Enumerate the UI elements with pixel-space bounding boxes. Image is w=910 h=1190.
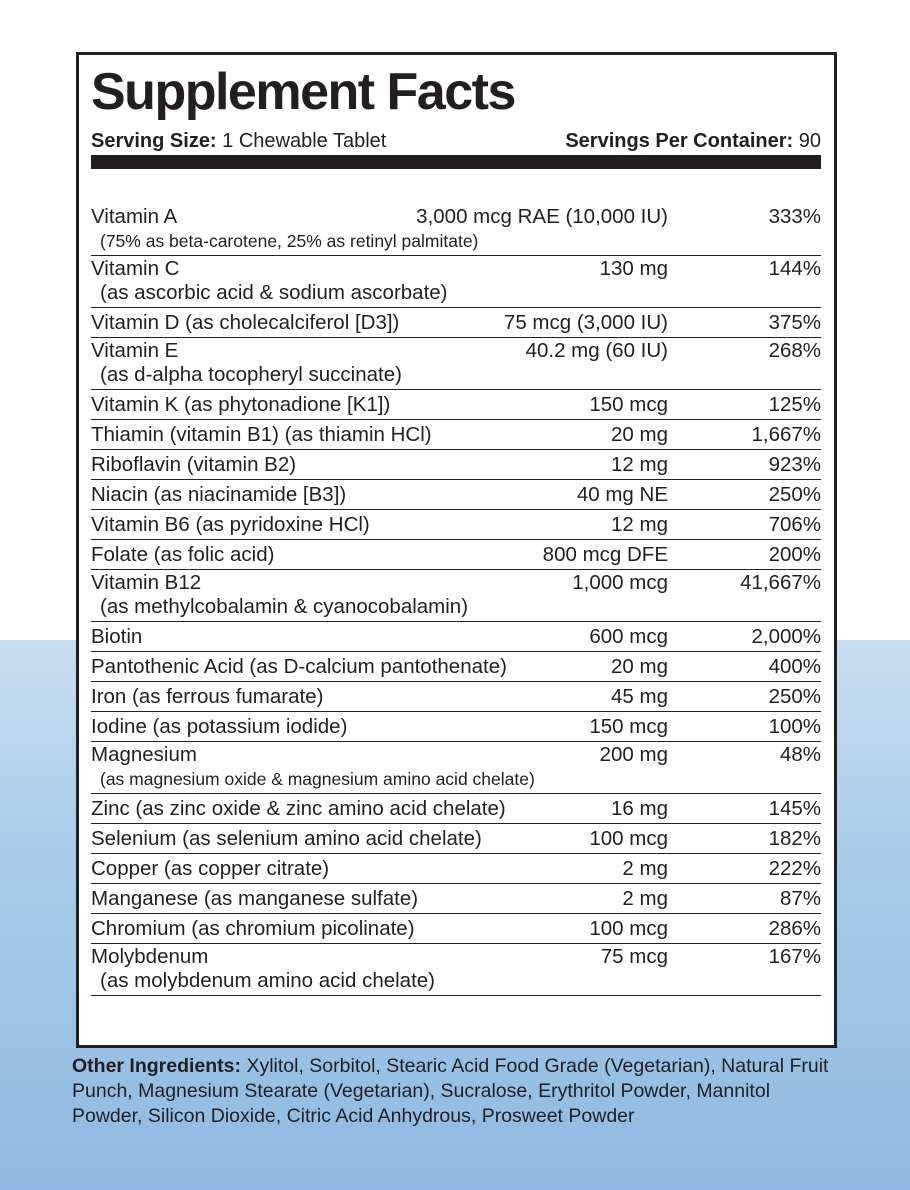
nutrient-amount: 2 mg (622, 857, 668, 880)
nutrient-row-main (91, 338, 821, 364)
nutrient-name: Magnesium (91, 743, 197, 766)
nutrient-row-main (91, 450, 821, 479)
nutrient-row-main (91, 480, 821, 509)
nutrient-daily-value: 400% (768, 655, 821, 678)
nutrient-table (91, 204, 821, 996)
nutrient-amount: 150 mcg (589, 393, 668, 416)
nutrient-amount: 130 mg (599, 257, 668, 280)
nutrient-row-main (91, 794, 821, 823)
nutrient-name: Chromium (as chromium picolinate) (91, 917, 415, 940)
servings-value: 90 (798, 130, 821, 152)
other-ingredients (72, 1054, 842, 1129)
nutrient-name: Vitamin K (as phytonadione [K1]) (91, 393, 391, 416)
nutrient-row (91, 794, 821, 824)
nutrient-row (91, 914, 821, 944)
nutrient-row-main (91, 420, 821, 449)
servings-per-container (565, 128, 821, 154)
nutrient-row-main (91, 854, 821, 883)
nutrient-amount: 12 mg (611, 513, 668, 536)
nutrient-row (91, 570, 821, 622)
nutrient-row (91, 682, 821, 712)
nutrient-daily-value: 87% (779, 887, 821, 910)
nutrient-name: Manganese (as manganese sulfate) (91, 887, 419, 910)
nutrient-row (91, 256, 821, 308)
nutrient-row (91, 510, 821, 540)
nutrient-row (91, 450, 821, 480)
nutrient-daily-value: 145% (768, 797, 821, 820)
nutrient-amount: 100 mcg (589, 917, 668, 940)
nutrient-row-main (91, 622, 821, 651)
nutrient-amount: 1,000 mcg (572, 571, 668, 594)
other-ingredients-label: Other Ingredients: (72, 1055, 242, 1077)
nutrient-daily-value: 167% (768, 945, 821, 968)
nutrient-row-main (91, 944, 821, 970)
nutrient-source: (as ascorbic acid & sodium ascorbate) (100, 281, 448, 304)
nutrient-row (91, 854, 821, 884)
nutrient-row (91, 420, 821, 450)
nutrient-amount: 200 mg (599, 743, 668, 766)
nutrient-name: Molybdenum (91, 945, 209, 968)
nutrient-amount: 150 mcg (589, 715, 668, 738)
nutrient-name: Vitamin C (91, 257, 180, 280)
panel-title: Supplement Facts (91, 63, 515, 121)
nutrient-row (91, 884, 821, 914)
nutrient-row-main (91, 390, 821, 419)
nutrient-amount: 600 mcg (589, 625, 668, 648)
nutrient-name: Pantothenic Acid (as D-calcium pantothenate) (91, 655, 507, 678)
nutrient-name: Iron (as ferrous fumarate) (91, 685, 324, 708)
nutrient-daily-value: 125% (768, 393, 821, 416)
nutrient-amount: 20 mg (611, 423, 668, 446)
nutrient-source: (as d-alpha tocopheryl succinate) (100, 363, 402, 386)
nutrient-amount: 75 mcg (3,000 IU) (503, 311, 668, 334)
nutrient-source: (as molybdenum amino acid chelate) (100, 969, 435, 992)
serving-size-value: 1 Chewable Tablet (222, 130, 387, 152)
nutrient-daily-value: 268% (768, 339, 821, 362)
nutrient-row (91, 540, 821, 570)
nutrient-name: Niacin (as niacinamide [B3]) (91, 483, 347, 506)
nutrient-amount: 16 mg (611, 797, 668, 820)
nutrient-daily-value: 286% (768, 917, 821, 940)
nutrient-name: Riboflavin (vitamin B2) (91, 453, 297, 476)
nutrient-daily-value: 2,000% (751, 625, 821, 648)
nutrient-name: Folate (as folic acid) (91, 543, 275, 566)
nutrient-row-main (91, 682, 821, 711)
nutrient-daily-value: 923% (768, 453, 821, 476)
nutrient-daily-value: 200% (768, 543, 821, 566)
nutrient-row-main (91, 884, 821, 913)
nutrient-daily-value: 1,667% (751, 423, 821, 446)
nutrient-row (91, 944, 821, 996)
nutrient-amount: 40 mg NE (576, 483, 668, 506)
nutrient-daily-value: 144% (768, 257, 821, 280)
nutrient-row (91, 712, 821, 742)
nutrient-amount: 100 mcg (589, 827, 668, 850)
nutrient-daily-value: 250% (768, 685, 821, 708)
nutrient-daily-value: 222% (768, 857, 821, 880)
nutrient-amount: 2 mg (622, 887, 668, 910)
servings-label: Servings Per Container: (565, 130, 794, 152)
nutrient-name: Vitamin A (91, 205, 178, 228)
serving-size (91, 128, 386, 154)
nutrient-source: (75% as beta-carotene, 25% as retinyl palmitate) (100, 231, 479, 251)
nutrient-name: Selenium (as selenium amino acid chelate) (91, 827, 482, 850)
nutrient-name: Thiamin (vitamin B1) (as thiamin HCl) (91, 423, 432, 446)
nutrient-name: Vitamin B6 (as pyridoxine HCl) (91, 513, 370, 536)
nutrient-row-main (91, 742, 821, 768)
other-ingredients-text: Xylitol, Sorbitol, Stearic Acid Food Grade (Vegetarian), Natural Fruit Punch, Magnesium Stearate (Vegetarian), Sucralose, Erythritol Powder, Mannitol Powder, Silicon Dioxide, Citric Acid Anhydrous, Prosweet Powder (72, 1055, 829, 1127)
nutrient-daily-value: 250% (768, 483, 821, 506)
nutrient-amount: 3,000 mcg RAE (10,000 IU) (416, 205, 668, 228)
nutrient-row (91, 390, 821, 420)
supplement-facts-panel (76, 52, 837, 1048)
nutrient-daily-value: 41,667% (740, 571, 821, 594)
nutrient-name: Vitamin B12 (91, 571, 202, 594)
nutrient-daily-value: 333% (768, 205, 821, 228)
nutrient-amount: 20 mg (611, 655, 668, 678)
nutrient-row-main (91, 652, 821, 681)
nutrient-row (91, 742, 821, 794)
nutrient-name: Copper (as copper citrate) (91, 857, 330, 880)
nutrient-name: Vitamin D (as cholecalciferol [D3]) (91, 311, 400, 334)
nutrient-row-main (91, 256, 821, 282)
nutrient-row-main (91, 914, 821, 943)
nutrient-row (91, 204, 821, 256)
nutrient-row-main (91, 570, 821, 596)
nutrient-daily-value: 375% (768, 311, 821, 334)
nutrient-row (91, 824, 821, 854)
nutrient-amount: 800 mcg DFE (542, 543, 668, 566)
nutrient-row (91, 308, 821, 338)
nutrient-name: Vitamin E (91, 339, 179, 362)
nutrient-daily-value: 706% (768, 513, 821, 536)
nutrient-daily-value: 182% (768, 827, 821, 850)
nutrient-row-main (91, 204, 821, 230)
nutrient-amount: 75 mcg (600, 945, 668, 968)
nutrient-amount: 40.2 mg (60 IU) (525, 339, 668, 362)
nutrient-daily-value: 100% (768, 715, 821, 738)
thick-divider (91, 155, 821, 169)
nutrient-row-main (91, 510, 821, 539)
nutrient-row-main (91, 824, 821, 853)
serving-info (91, 128, 821, 154)
nutrient-row (91, 338, 821, 390)
nutrient-name: Zinc (as zinc oxide & zinc amino acid chelate) (91, 797, 506, 820)
nutrient-daily-value: 48% (779, 743, 821, 766)
nutrient-row-main (91, 540, 821, 569)
nutrient-row-main (91, 308, 821, 337)
nutrient-name: Iodine (as potassium iodide) (91, 715, 348, 738)
nutrient-amount: 12 mg (611, 453, 668, 476)
nutrient-source: (as magnesium oxide & magnesium amino acid chelate) (100, 769, 535, 789)
serving-size-label: Serving Size: (91, 130, 217, 152)
nutrient-row (91, 480, 821, 510)
nutrient-row-main (91, 712, 821, 741)
nutrient-amount: 45 mg (611, 685, 668, 708)
nutrient-source: (as methylcobalamin & cyanocobalamin) (100, 595, 469, 618)
nutrient-row (91, 652, 821, 682)
nutrient-row (91, 622, 821, 652)
nutrient-name: Biotin (91, 625, 143, 648)
